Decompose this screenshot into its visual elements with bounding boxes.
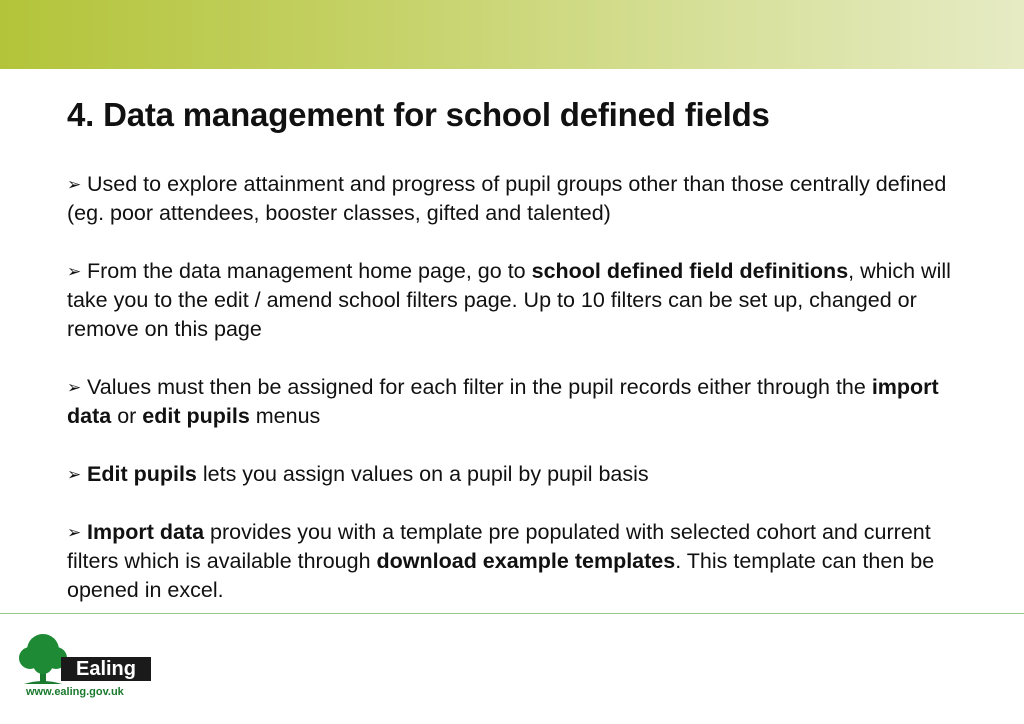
bullet-emphasis: edit pupils bbox=[142, 404, 250, 428]
bullet-item bbox=[67, 257, 987, 344]
bullet-emphasis: download example templates bbox=[376, 549, 676, 573]
bullet-item bbox=[67, 518, 987, 605]
ealing-logo bbox=[16, 628, 146, 704]
bullet-arrow-icon: ➢ bbox=[67, 378, 82, 397]
footer-divider bbox=[0, 613, 1024, 614]
bullet-emphasis: Import data bbox=[87, 520, 205, 544]
bullet-text: menus bbox=[249, 404, 321, 428]
bullet-arrow-icon: ➢ bbox=[67, 175, 82, 194]
bullet-text: From the data management home page, go to bbox=[87, 259, 532, 283]
logo-url: www.ealing.gov.uk bbox=[26, 686, 124, 698]
bullet-arrow-icon: ➢ bbox=[67, 465, 82, 484]
header-band bbox=[0, 0, 1024, 69]
bullet-text: lets you assign values on a pupil by pupil basis bbox=[196, 462, 649, 486]
bullet-item bbox=[67, 170, 987, 228]
bullet-text: provides you with a template pre populated with selected cohort and current filters which is available through bbox=[67, 520, 931, 573]
bullet-emphasis: import data bbox=[67, 375, 939, 428]
bullet-item bbox=[67, 460, 987, 489]
bullet-text: . This template can then be opened in excel. bbox=[67, 549, 935, 602]
bullet-item bbox=[67, 373, 987, 431]
bullet-text: Used to explore attainment and progress of pupil groups other than those centrally defined (eg. poor attendees, booster classes, gifted and talented) bbox=[67, 172, 947, 225]
bullet-arrow-icon: ➢ bbox=[67, 523, 82, 542]
bullet-emphasis: school defined field definitions bbox=[531, 259, 849, 283]
slide-title: 4. Data management for school defined fields bbox=[67, 96, 770, 133]
bullet-arrow-icon: ➢ bbox=[67, 262, 82, 281]
bullet-list bbox=[67, 170, 987, 605]
bullet-text: or bbox=[111, 404, 143, 428]
bullet-emphasis: Edit pupils bbox=[87, 462, 197, 486]
logo-wordmark: Ealing bbox=[61, 657, 151, 681]
bullet-text: Values must then be assigned for each filter in the pupil records either through the bbox=[87, 375, 872, 399]
bullet-text: , which will take you to the edit / amend school filters page. Up to 10 filters can be set up, changed or remove on this page bbox=[67, 259, 951, 341]
